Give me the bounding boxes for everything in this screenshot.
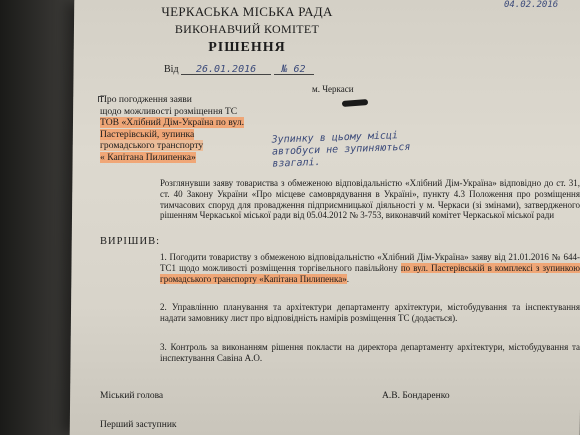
- resolution-item-3: 3. Контроль за виконанням рішення покласти на директора департаменту архітектури, містобудування та інспектування Савіна А.О.: [160, 342, 580, 363]
- item1-highlighted: по вул. Пастерівській в комплексі з зупинкою громадського транспорту «Капітана Пилипенка»: [160, 262, 580, 284]
- subject-line: Про погодження заяви: [100, 94, 192, 105]
- subject-line: щодо можливості розміщення ТС: [100, 105, 238, 117]
- handwritten-date-corner: 04.02.2016: [504, 0, 559, 10]
- subject-line-highlighted: Пастерівській, зупинка: [100, 128, 195, 140]
- subject-bracket: [98, 96, 104, 102]
- city: м. Черкаси: [312, 84, 354, 94]
- decision-number-row: [164, 64, 314, 75]
- org-committee: ВИКОНАВЧИЙ КОМІТЕТ: [174, 22, 320, 36]
- org-name: ЧЕРКАСЬКА МІСЬКА РАДА: [161, 4, 333, 19]
- subject-line-highlighted: « Капітана Пилипенка»: [100, 151, 196, 163]
- subject-block: [100, 94, 244, 163]
- subject-line-highlighted: громадського транспорту: [100, 140, 204, 151]
- item1-text: 1. Погодити товариству з обмеженою відповідальністю «Хлібний Дім-Україна» заяву від 21.01.2016 № 644-ТС1 щодо можливості розміщення торгівельного павільйону: [160, 252, 580, 273]
- handwritten-side-note: Зупинку в цьому місці автобуси не зупиняються взагалі.: [271, 130, 411, 170]
- deputy-title: Перший заступник: [100, 420, 177, 430]
- date-label: Від: [164, 64, 179, 75]
- mayor-name: А.В. Бондаренко: [382, 391, 450, 401]
- resolution-item-2: 2. Управлінню планування та архітектури департаменту архітектури, містобудування та інспектування надати замовнику лист про відповідність намірів розміщення ТС (додається).: [160, 302, 580, 323]
- mayor-title: Міський голова: [100, 391, 164, 401]
- preamble-paragraph: Розглянувши заяву товариства з обмеженою відповідальністю «Хлібний Дім-Україна» відповідно до ст. 31, ст. 40 Закону України «Про місцеве самоврядування в Україні», пункту 4.3 Положення про розміщення тимчасових споруд для провадження підприємницької діяльності у м. Черкаси (зі змінами), затвердженого рішенням Черкаської міської ради від 05.04.2012 № 3-753, виконавчий комітет Черкаської міської ради: [160, 178, 580, 221]
- resolution-item-1: [100, 252, 580, 284]
- resolution-heading: ВИРІШИВ:: [100, 236, 161, 247]
- document-title: РІШЕННЯ: [208, 40, 286, 55]
- decision-number: № 62: [274, 64, 314, 75]
- item1-end: .: [346, 273, 349, 284]
- decision-date: 26.01.2016: [181, 64, 271, 75]
- document-page: [70, 0, 580, 435]
- subject-line-highlighted: ТОВ «Хлібний Дім-Україна по вул.: [100, 117, 245, 128]
- redaction-scribble: [342, 99, 368, 107]
